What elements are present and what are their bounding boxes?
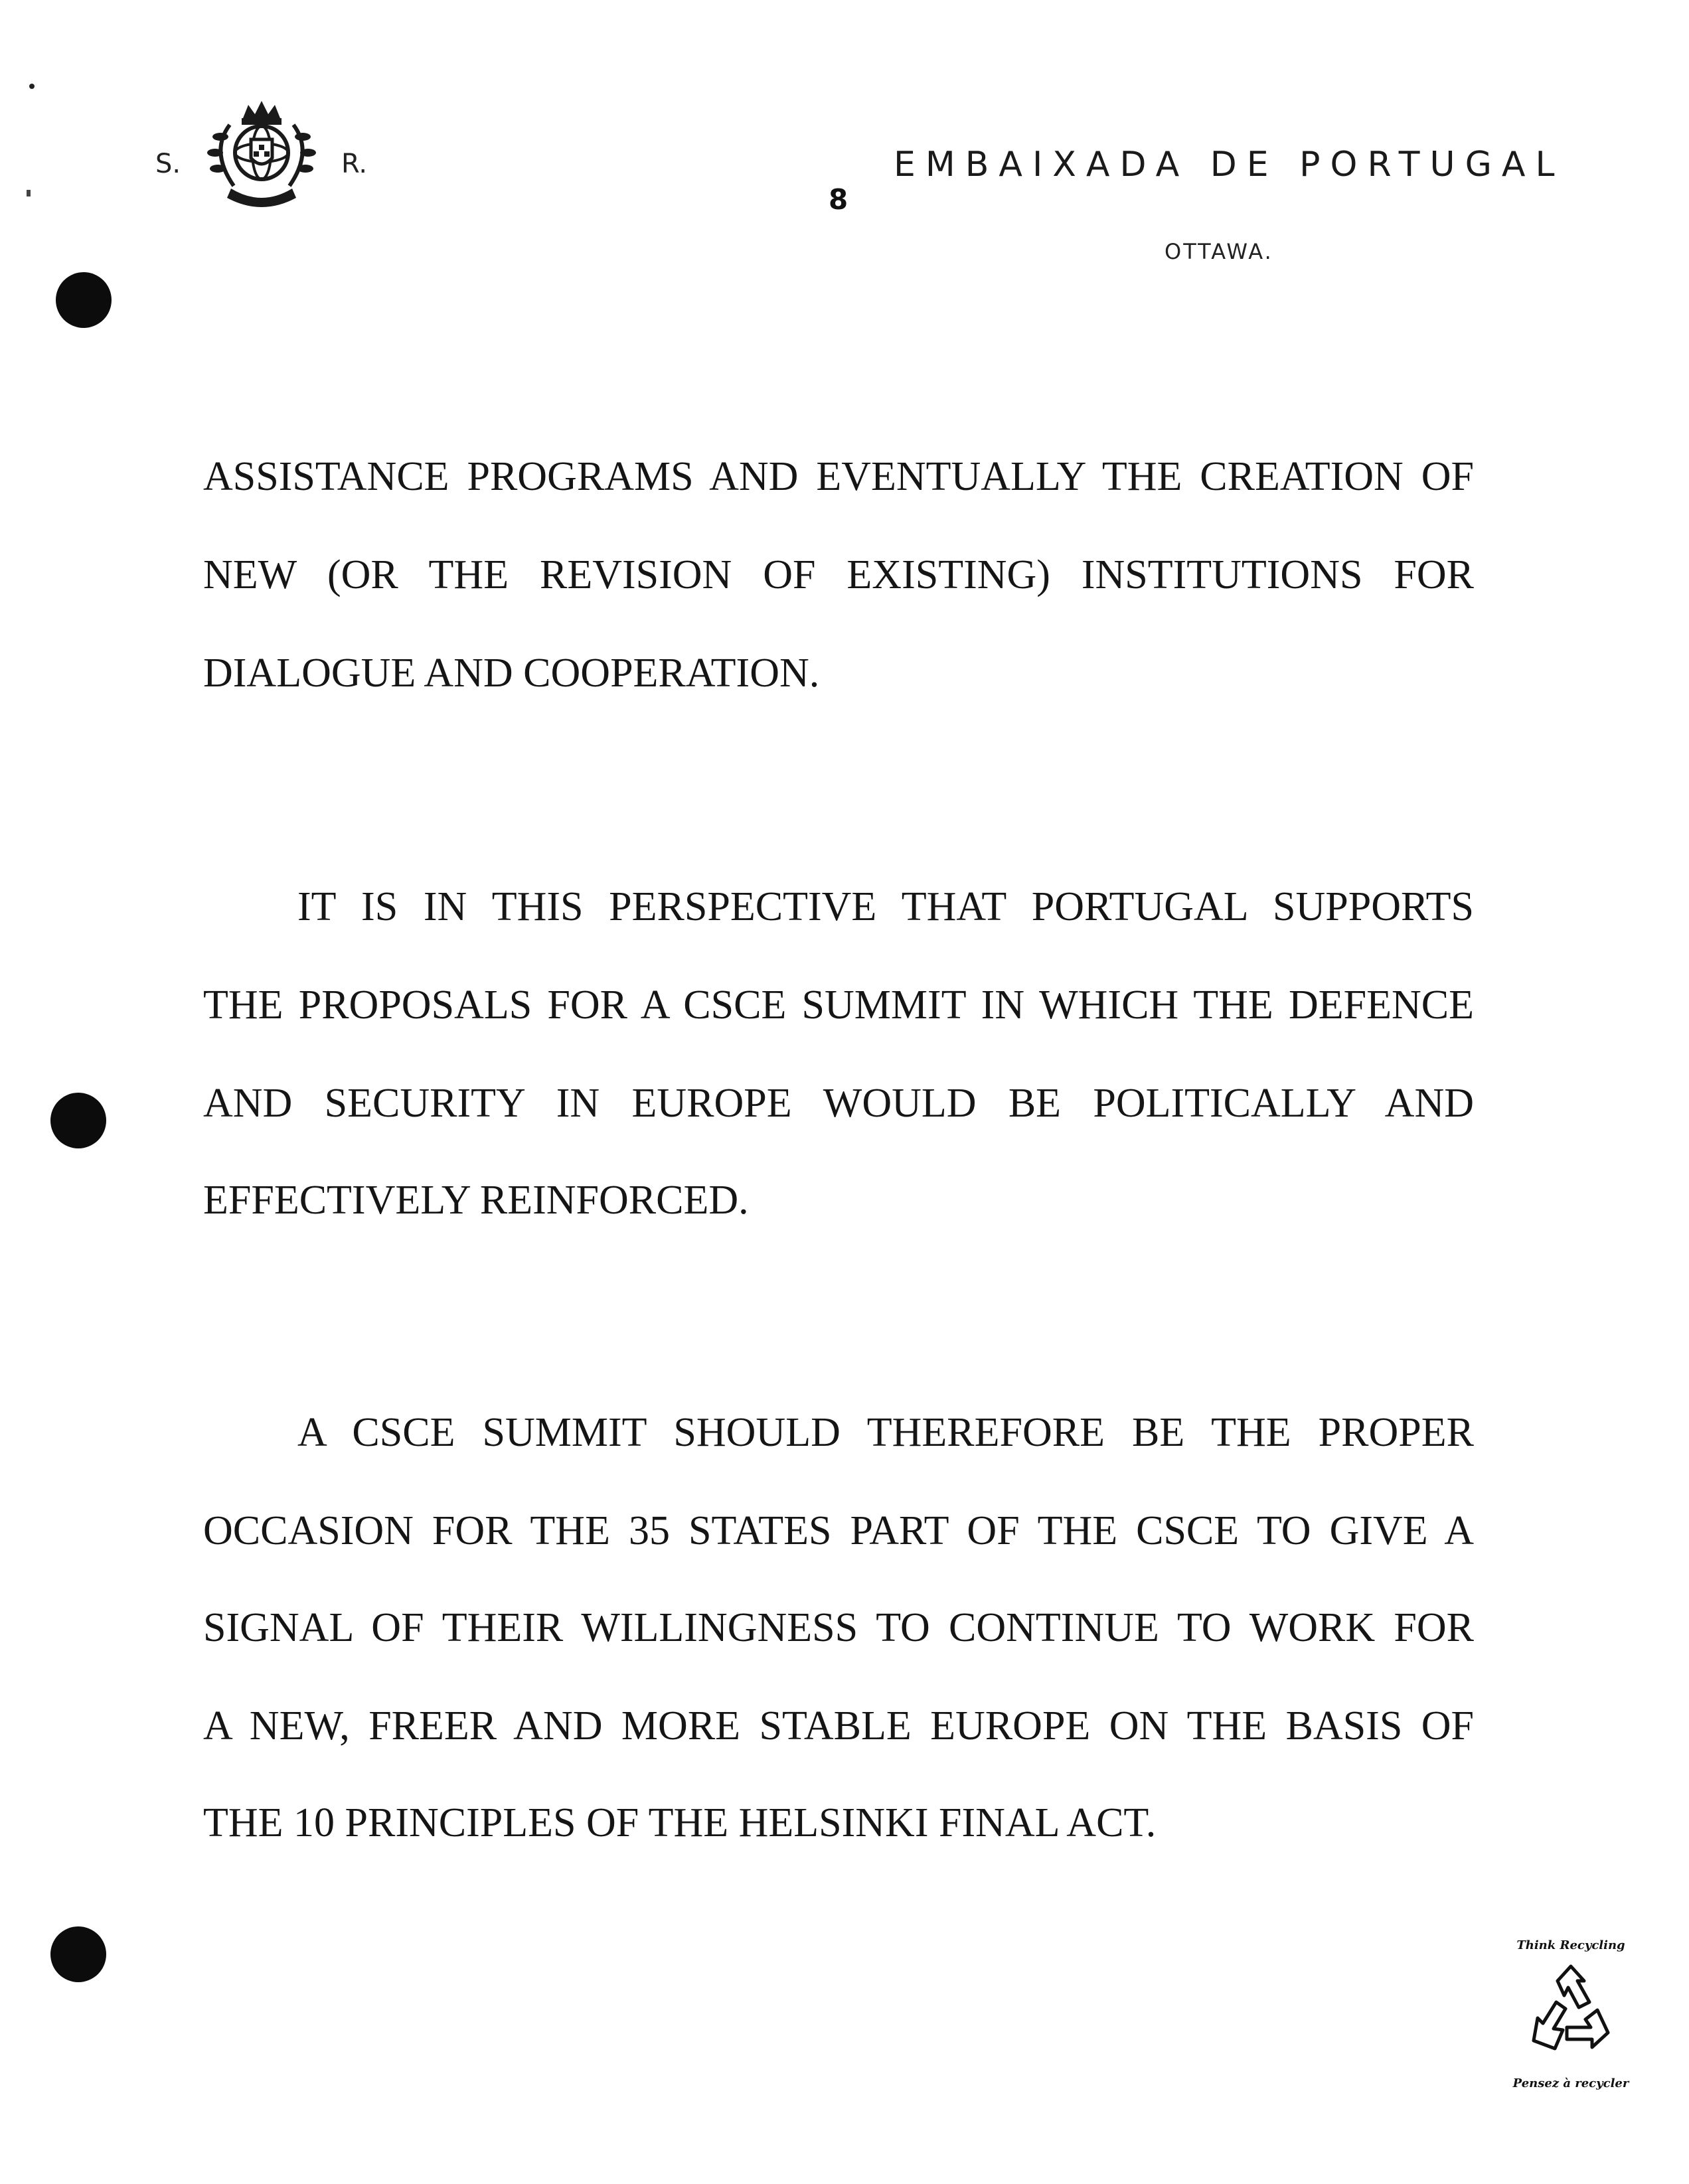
- paragraph-line: A NEW, FREER AND MORE STABLE EUROPE ON THE BASIS OF: [203, 1703, 1474, 1749]
- letterhead-initial-left: S.: [155, 149, 181, 179]
- scan-speck: [29, 84, 35, 89]
- punch-hole-middle: [50, 1093, 106, 1148]
- paragraph-line: DIALOGUE AND COOPERATION.: [203, 651, 820, 696]
- paragraph-line: NEW (OR THE REVISION OF EXISTING) INSTITUTIONS FOR: [203, 552, 1474, 597]
- paragraph-line: AND SECURITY IN EUROPE WOULD BE POLITICALLY AND: [203, 1081, 1474, 1126]
- recycle-logo-top-text: Think Recycling: [1516, 1938, 1625, 1952]
- letterhead-initial-right: R.: [341, 149, 368, 179]
- paragraph-line: THE 10 PRINCIPLES OF THE HELSINKI FINAL ACT.: [203, 1800, 1157, 1845]
- punch-hole-top: [56, 272, 112, 328]
- embassy-city: OTTAWA.: [1165, 239, 1273, 264]
- paragraph-line: ASSISTANCE PROGRAMS AND EVENTUALLY THE CREATION OF: [203, 454, 1474, 499]
- recycle-logo: [1511, 1938, 1631, 2095]
- paragraph-line: OCCASION FOR THE 35 STATES PART OF THE CSCE TO GIVE A: [203, 1508, 1474, 1553]
- paragraph-line: IT IS IN THIS PERSPECTIVE THAT PORTUGAL SUPPORTS: [297, 884, 1474, 929]
- embassy-name: EMBAIXADA DE PORTUGAL: [894, 145, 1565, 185]
- recycle-logo-bottom-text: Pensez à recycler: [1512, 2076, 1629, 2090]
- paragraph-line: EFFECTIVELY REINFORCED.: [203, 1178, 749, 1223]
- coat-of-arms-icon: [197, 98, 327, 211]
- page-number: 8: [829, 183, 848, 216]
- scan-speck: [27, 190, 31, 196]
- recycle-icon: [1528, 1961, 1613, 2070]
- paragraph-line: A CSCE SUMMIT SHOULD THEREFORE BE THE PROPER: [297, 1410, 1474, 1455]
- paragraph-line: THE PROPOSALS FOR A CSCE SUMMIT IN WHICH THE DEFENCE: [203, 982, 1474, 1028]
- paragraph-line: SIGNAL OF THEIR WILLINGNESS TO CONTINUE TO WORK FOR: [203, 1605, 1474, 1650]
- punch-hole-bottom: [50, 1926, 106, 1982]
